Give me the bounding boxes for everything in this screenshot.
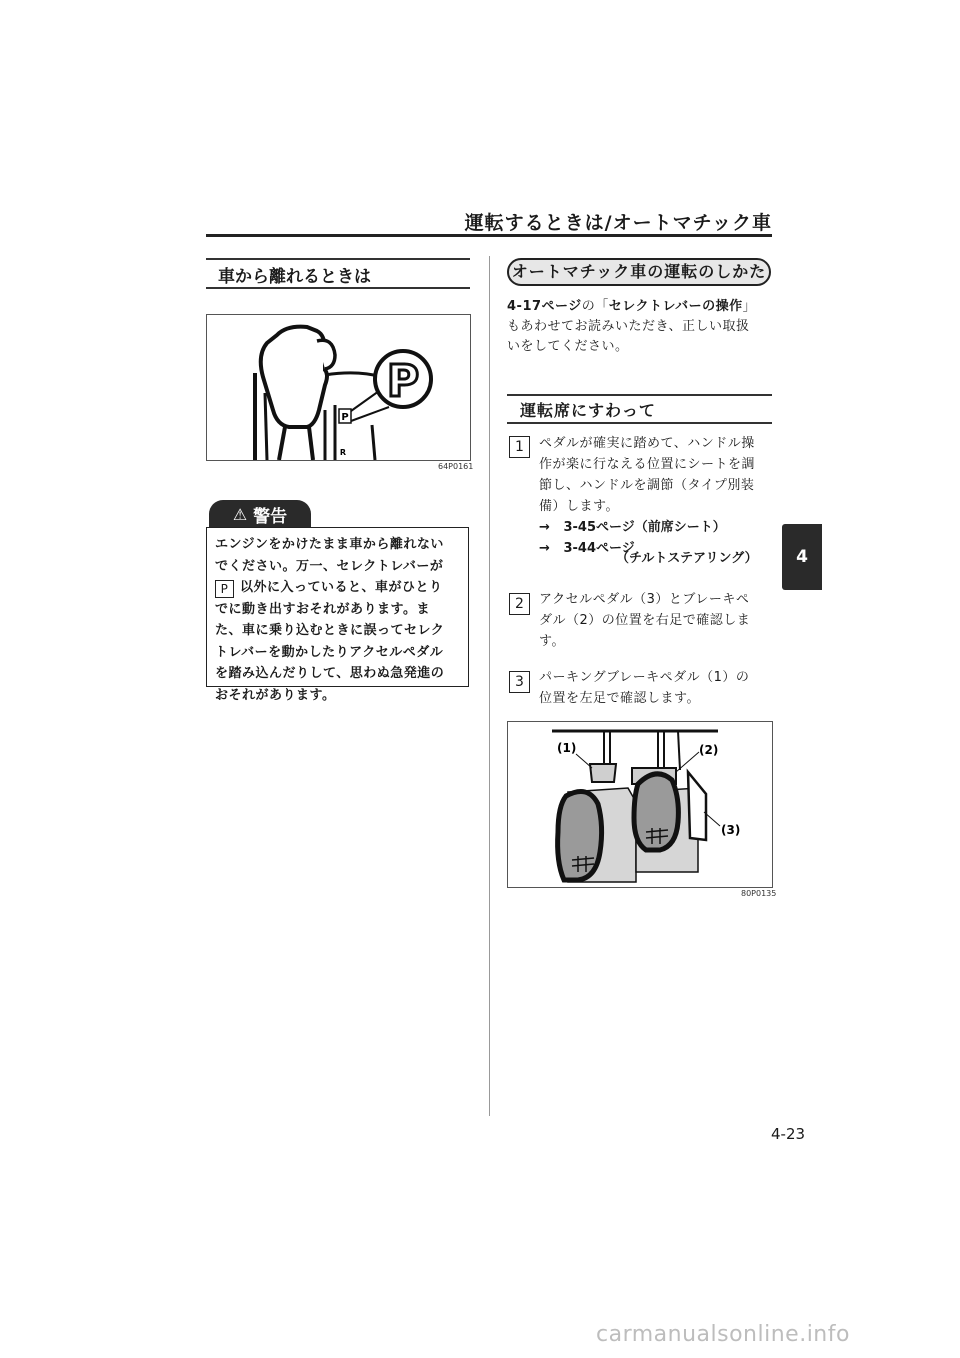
lever-r-label: R (339, 448, 347, 457)
chapter-tab[interactable]: 4 (782, 524, 822, 590)
figure1-code: 64P0161 (438, 462, 474, 471)
select-lever-illustration (207, 315, 470, 460)
warning-box (206, 527, 469, 703)
warning-line: を踏み込んだりして、思わぬ急発進の (215, 666, 445, 681)
watermark: carmanualsonline.info (596, 1322, 850, 1347)
page-header-title: 運転するときは/オートマチック車 (464, 212, 772, 234)
warning-line: おそれがあります。 (215, 687, 336, 703)
section-rule-bottom (206, 287, 470, 289)
step-text: パーキングブレーキペダル（1）の 位置を左足で確認します。 (539, 670, 750, 706)
figure2-code: 80P0135 (741, 889, 777, 898)
warning-line: P 以外に入っていると、車がひとり (215, 577, 460, 599)
select-lever-figure (206, 314, 471, 461)
column-divider (489, 256, 490, 1116)
p-position-symbol: P (215, 580, 234, 598)
warning-tab (209, 500, 311, 528)
lever-p-label: P (341, 412, 349, 423)
subsection-rule-top (507, 394, 772, 396)
step-number: 2 (509, 593, 530, 615)
warning-line: でに動き出すおそれがあります。ま (215, 601, 430, 617)
step-number: 1 (509, 436, 530, 458)
ref-link-steering[interactable]: → 3-44ページ (539, 541, 635, 556)
ref-title: セレクトレバーの操作 (608, 299, 743, 314)
header-rule (206, 234, 772, 237)
subsection-rule-bottom (507, 422, 772, 424)
subsection-title: 運転席にすわって (520, 401, 656, 420)
ref-link-seat[interactable]: → 3-45ページ（前席シート） (539, 520, 726, 535)
step-number: 3 (509, 671, 530, 693)
section-rule-top (206, 258, 470, 260)
warning-line: エンジンをかけたまま車から離れない (215, 537, 444, 552)
warning-icon: ⚠ (232, 504, 248, 524)
section-pill-title: オートマチック車の運転のしかた (507, 258, 771, 286)
warning-line: トレバーを動かしたりアクセルペダル (215, 644, 444, 660)
zoom-p-label: P (386, 356, 420, 407)
label-brake: (2) (699, 743, 719, 757)
ref-page-link[interactable]: 4-17ページ (507, 299, 582, 314)
section-title: 車から離れるときは (218, 267, 371, 287)
label-accelerator: (3) (721, 823, 741, 837)
pedals-figure (507, 721, 773, 888)
pedals-illustration (508, 722, 772, 887)
warning-line: でください。万一、セレクトレバーが (215, 558, 444, 574)
step-text: ペダルが確実に踏めて、ハンドル操 作が楽に行なえる位置にシートを調 節し、ハンドルを調節（タイプ別装 備）します。 (539, 436, 756, 514)
ref-tilt-steering: （チルトステアリング） (616, 551, 758, 566)
intro-text: 4-17ページの「セレクトレバーの操作」 もあわせてお読みいただき、正しい取扱 いをしてください。 (507, 299, 757, 354)
warning-label: 警告 (253, 506, 288, 527)
warning-line: た、車に乗り込むときに誤ってセレク (215, 623, 445, 638)
step-text: アクセルペダル（3）とブレーキペ ダル（2）の位置を右足で確認しま す。 (539, 592, 751, 649)
page-number: 4-23 (771, 1125, 806, 1143)
label-parking-brake: (1) (557, 741, 577, 755)
